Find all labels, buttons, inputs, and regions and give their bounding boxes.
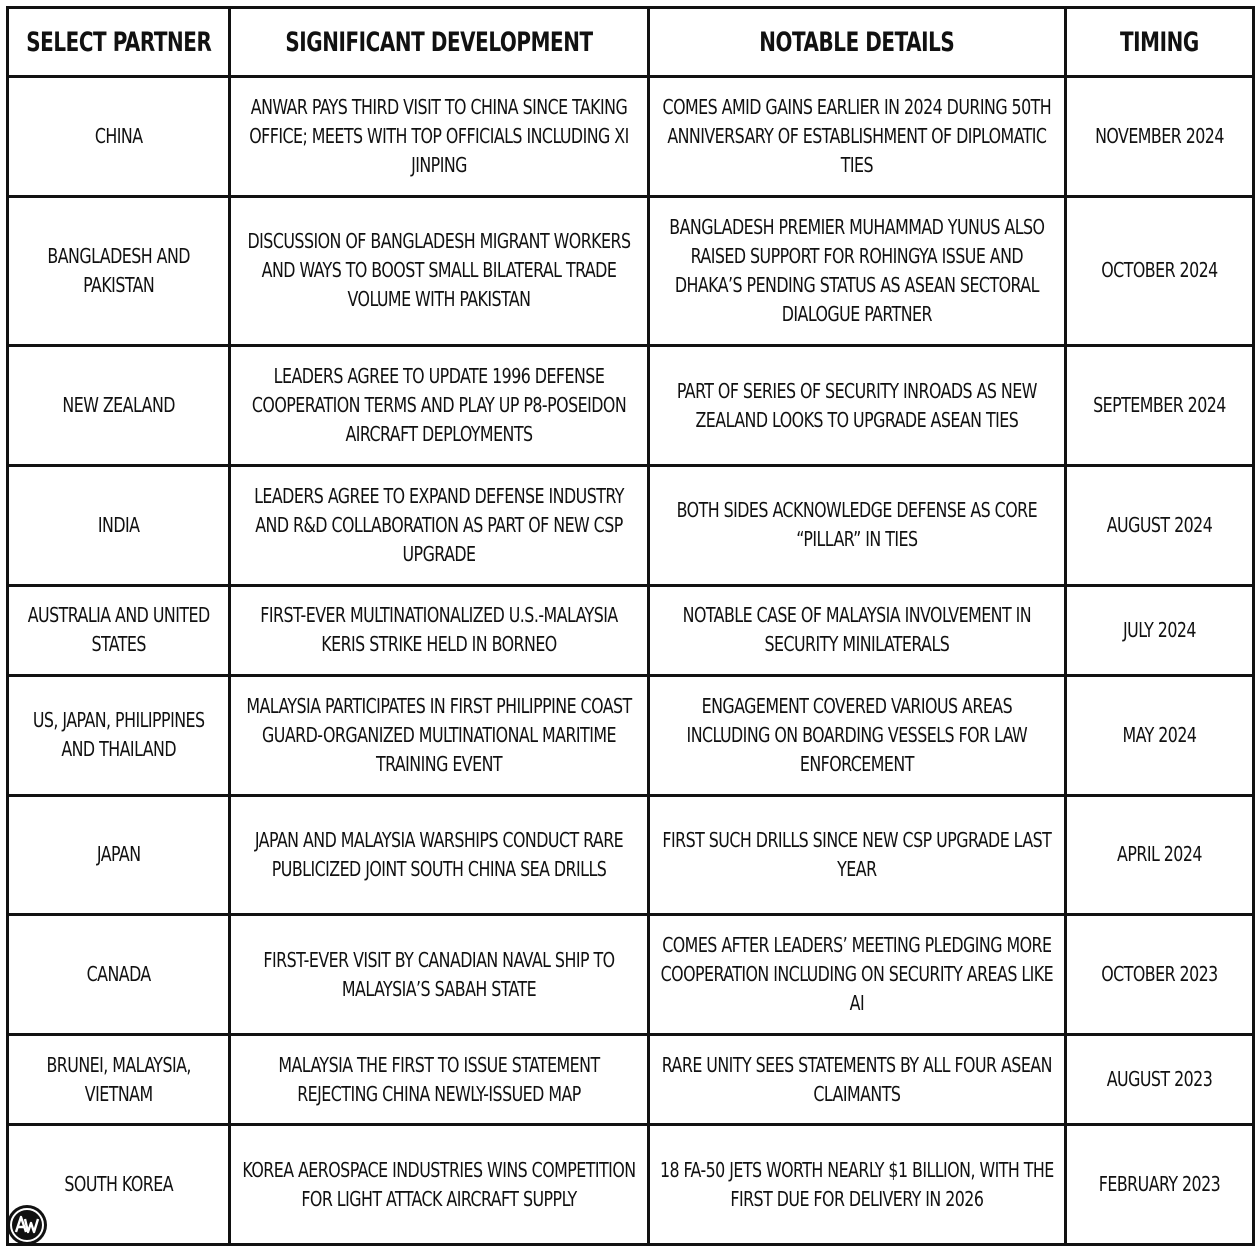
- header-significant-development: [230, 8, 649, 77]
- details-cell: COMES AFTER LEADERS’ MEETING PLEDGING MORE COOPERATION INCLUDING ON SECURITY AREAS LIKE AI: [649, 915, 1066, 1035]
- table-row: [8, 1034, 1254, 1124]
- header-label: NOTABLE DETAILS: [759, 26, 955, 58]
- table-header-row: [8, 8, 1254, 77]
- timing-cell: SEPTEMBER 2024: [1066, 346, 1254, 466]
- partner-cell: JAPAN: [8, 795, 230, 915]
- table-row: [8, 676, 1254, 796]
- aw-logo-icon: [7, 1205, 47, 1245]
- header-label: SIGNIFICANT DEVELOPMENT: [285, 26, 593, 58]
- partner-cell: INDIA: [8, 465, 230, 585]
- timing-cell: MAY 2024: [1066, 676, 1254, 796]
- partners-table-container: [6, 6, 1252, 1246]
- partner-cell: BANGLADESH AND PAKISTAN: [8, 196, 230, 346]
- header-timing: [1066, 8, 1254, 77]
- development-cell: MALAYSIA THE FIRST TO ISSUE STATEMENT REJECTING CHINA NEWLY-ISSUED MAP: [230, 1034, 649, 1124]
- details-cell: RARE UNITY SEES STATEMENTS BY ALL FOUR ASEAN CLAIMANTS: [649, 1034, 1066, 1124]
- table-row: [8, 1125, 1254, 1245]
- development-cell: MALAYSIA PARTICIPATES IN FIRST PHILIPPINE COAST GUARD-ORGANIZED MULTINATIONAL MARITIME TRAINING EVENT: [230, 676, 649, 796]
- timing-cell: OCTOBER 2023: [1066, 915, 1254, 1035]
- partners-table: [6, 6, 1255, 1246]
- timing-cell: APRIL 2024: [1066, 795, 1254, 915]
- timing-cell: AUGUST 2024: [1066, 465, 1254, 585]
- partner-cell: BRUNEI, MALAYSIA, VIETNAM: [8, 1034, 230, 1124]
- details-cell: ENGAGEMENT COVERED VARIOUS AREAS INCLUDING ON BOARDING VESSELS FOR LAW ENFORCEMENT: [649, 676, 1066, 796]
- details-cell: COMES AMID GAINS EARLIER IN 2024 DURING 50TH ANNIVERSARY OF ESTABLISHMENT OF DIPLOMATIC TIES: [649, 77, 1066, 197]
- aw-logo-glyph: [9, 1207, 45, 1243]
- table-row: [8, 465, 1254, 585]
- partner-cell: NEW ZEALAND: [8, 346, 230, 466]
- development-cell: FIRST-EVER VISIT BY CANADIAN NAVAL SHIP TO MALAYSIA’S SABAH STATE: [230, 915, 649, 1035]
- development-cell: KOREA AEROSPACE INDUSTRIES WINS COMPETITION FOR LIGHT ATTACK AIRCRAFT SUPPLY: [230, 1125, 649, 1245]
- details-cell: 18 FA-50 JETS WORTH NEARLY $1 BILLION, WITH THE FIRST DUE FOR DELIVERY IN 2026: [649, 1125, 1066, 1245]
- table-row: [8, 196, 1254, 346]
- details-cell: BOTH SIDES ACKNOWLEDGE DEFENSE AS CORE “PILLAR” IN TIES: [649, 465, 1066, 585]
- development-cell: LEADERS AGREE TO UPDATE 1996 DEFENSE COOPERATION TERMS AND PLAY UP P8-POSEIDON AIRCRAFT DEPLOYMENTS: [230, 346, 649, 466]
- details-cell: BANGLADESH PREMIER MUHAMMAD YUNUS ALSO RAISED SUPPORT FOR ROHINGYA ISSUE AND DHAKA’S PENDING STATUS AS ASEAN SECTORAL DIALOGUE PARTNER: [649, 196, 1066, 346]
- partner-cell: US, JAPAN, PHILIPPINES AND THAILAND: [8, 676, 230, 796]
- development-cell: ANWAR PAYS THIRD VISIT TO CHINA SINCE TAKING OFFICE; MEETS WITH TOP OFFICIALS INCLUDING XI JINPING: [230, 77, 649, 197]
- development-cell: FIRST-EVER MULTINATIONALIZED U.S.-MALAYSIA KERIS STRIKE HELD IN BORNEO: [230, 585, 649, 675]
- partner-cell: AUSTRALIA AND UNITED STATES: [8, 585, 230, 675]
- partner-cell: CANADA: [8, 915, 230, 1035]
- details-cell: PART OF SERIES OF SECURITY INROADS AS NEW ZEALAND LOOKS TO UPGRADE ASEAN TIES: [649, 346, 1066, 466]
- timing-cell: NOVEMBER 2024: [1066, 77, 1254, 197]
- header-label: SELECT PARTNER: [25, 26, 212, 58]
- table-row: [8, 915, 1254, 1035]
- partner-cell: SOUTH KOREA: [8, 1125, 230, 1245]
- table-row: [8, 346, 1254, 466]
- table-row: [8, 795, 1254, 915]
- details-cell: FIRST SUCH DRILLS SINCE NEW CSP UPGRADE LAST YEAR: [649, 795, 1066, 915]
- timing-cell: JULY 2024: [1066, 585, 1254, 675]
- table-row: [8, 77, 1254, 197]
- header-select-partner: [8, 8, 230, 77]
- table-row: [8, 585, 1254, 675]
- timing-cell: AUGUST 2023: [1066, 1034, 1254, 1124]
- details-cell: NOTABLE CASE OF MALAYSIA INVOLVEMENT IN SECURITY MINILATERALS: [649, 585, 1066, 675]
- timing-cell: OCTOBER 2024: [1066, 196, 1254, 346]
- development-cell: JAPAN AND MALAYSIA WARSHIPS CONDUCT RARE PUBLICIZED JOINT SOUTH CHINA SEA DRILLS: [230, 795, 649, 915]
- partner-cell: CHINA: [8, 77, 230, 197]
- header-notable-details: [649, 8, 1066, 77]
- development-cell: DISCUSSION OF BANGLADESH MIGRANT WORKERS AND WAYS TO BOOST SMALL BILATERAL TRADE VOLUME WITH PAKISTAN: [230, 196, 649, 346]
- header-label: TIMING: [1120, 26, 1199, 58]
- development-cell: LEADERS AGREE TO EXPAND DEFENSE INDUSTRY AND R&D COLLABORATION AS PART OF NEW CSP UPGRADE: [230, 465, 649, 585]
- timing-cell: FEBRUARY 2023: [1066, 1125, 1254, 1245]
